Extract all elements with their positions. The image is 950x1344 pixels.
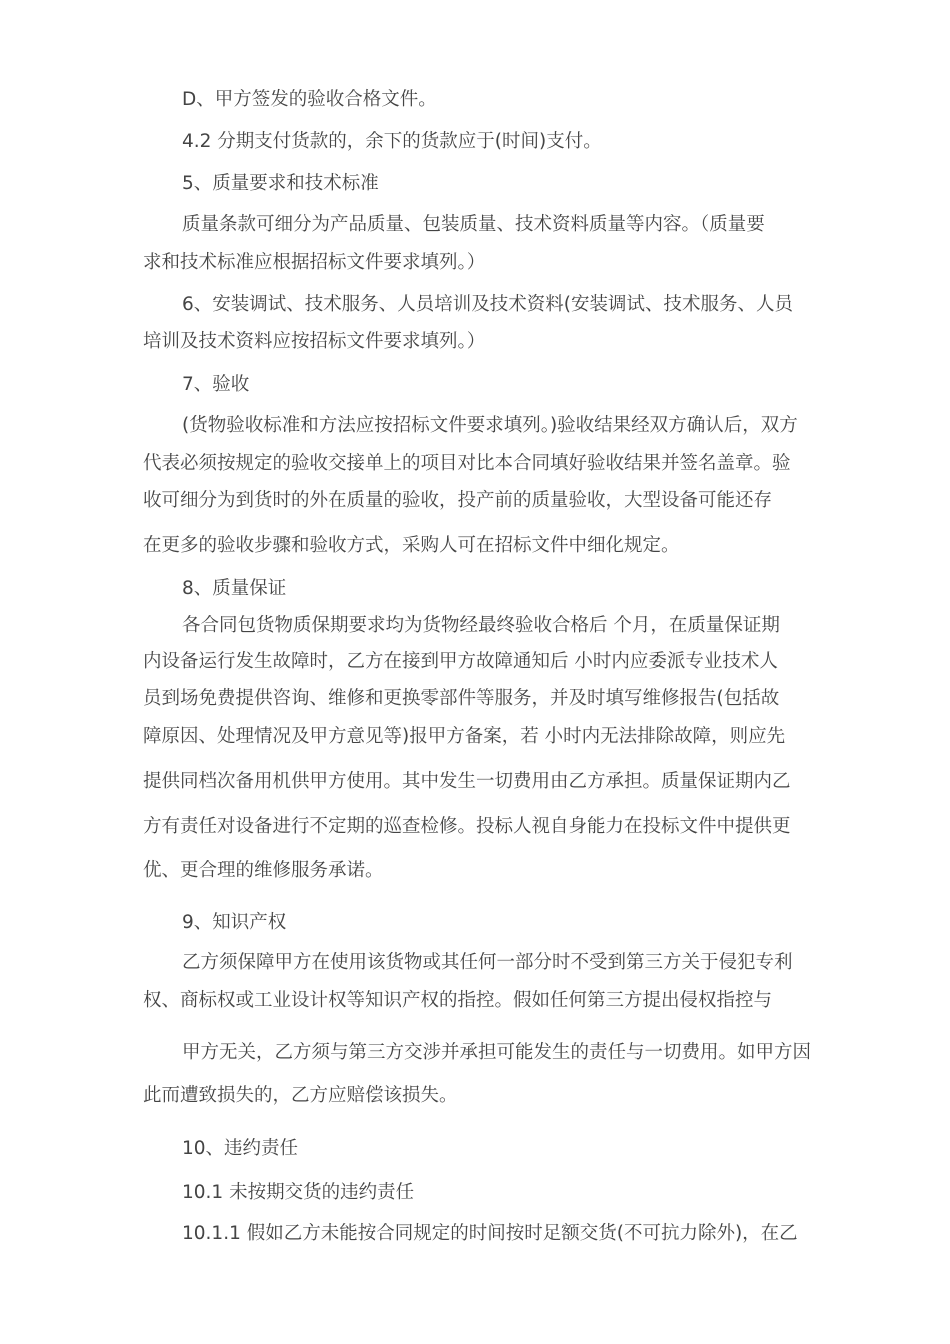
text-line: 4.2 分期支付货款的，余下的货款应于(时间)支付。 [182, 131, 602, 152]
section-heading: 10、违约责任 [182, 1138, 299, 1159]
text-line: 乙方须保障甲方在使用该货物或其任何一部分时不受到第三方关于侵犯专利 [182, 952, 793, 973]
text-line: 培训及技术资料应按招标文件要求填列。） [143, 331, 486, 352]
text-line: 提供同档次备用机供甲方使用。其中发生一切费用由乙方承担。质量保证期内乙 [143, 771, 791, 792]
text-line: 甲方无关，乙方须与第三方交涉并承担可能发生的责任与一切费用。如甲方因 [182, 1042, 812, 1063]
text-line: 在更多的验收步骤和验收方式，采购人可在招标文件中细化规定。 [143, 535, 680, 556]
section-heading: 8、质量保证 [182, 578, 287, 599]
text-line: 内设备运行发生故障时，乙方在接到甲方故障通知后 小时内应委派专业技术人 [143, 651, 778, 672]
text-line: 障原因、处理情况及甲方意见等)报甲方备案，若 小时内无法排除故障，则应先 [143, 726, 786, 747]
section-heading: 9、知识产权 [182, 912, 287, 933]
text-line: 收可细分为到货时的外在质量的验收，投产前的质量验收，大型设备可能还存 [143, 490, 773, 511]
text-line: 优、更合理的维修服务承诺。 [143, 860, 384, 881]
text-line: 各合同包货物质保期要求均为货物经最终验收合格后 个月，在质量保证期 [182, 615, 780, 636]
section-heading: 6、安装调试、技术服务、人员培训及技术资料(安装调试、技术服务、人员 [182, 294, 793, 315]
subsection-heading: 10.1 未按期交货的违约责任 [182, 1182, 415, 1203]
text-line: 求和技术标准应根据招标文件要求填列。） [143, 252, 486, 273]
text-line: 权、商标权或工业设计权等知识产权的指控。假如任何第三方提出侵权指控与 [143, 990, 773, 1011]
text-line: 10.1.1 假如乙方未能按合同规定的时间按时足额交货(不可抗力除外)，在乙 [182, 1223, 798, 1244]
text-line: 质量条款可细分为产品质量、包装质量、技术资料质量等内容。（质量要 [182, 214, 765, 235]
text-line: 代表必须按规定的验收交接单上的项目对比本合同填好验收结果并签名盖章。验 [143, 453, 791, 474]
text-line: 员到场免费提供咨询、维修和更换零部件等服务，并及时填写维修报告(包括故 [143, 688, 780, 709]
text-line: 此而遭致损失的，乙方应赔偿该损失。 [143, 1085, 458, 1106]
text-line: 方有责任对设备进行不定期的巡查检修。投标人视自身能力在投标文件中提供更 [143, 816, 791, 837]
section-heading: 7、验收 [182, 374, 250, 395]
section-heading: 5、质量要求和技术标准 [182, 173, 379, 194]
text-line: (货物验收标准和方法应按招标文件要求填列。)验收结果经双方确认后，双方 [182, 415, 798, 436]
text-line: D、甲方签发的验收合格文件。 [182, 89, 437, 110]
